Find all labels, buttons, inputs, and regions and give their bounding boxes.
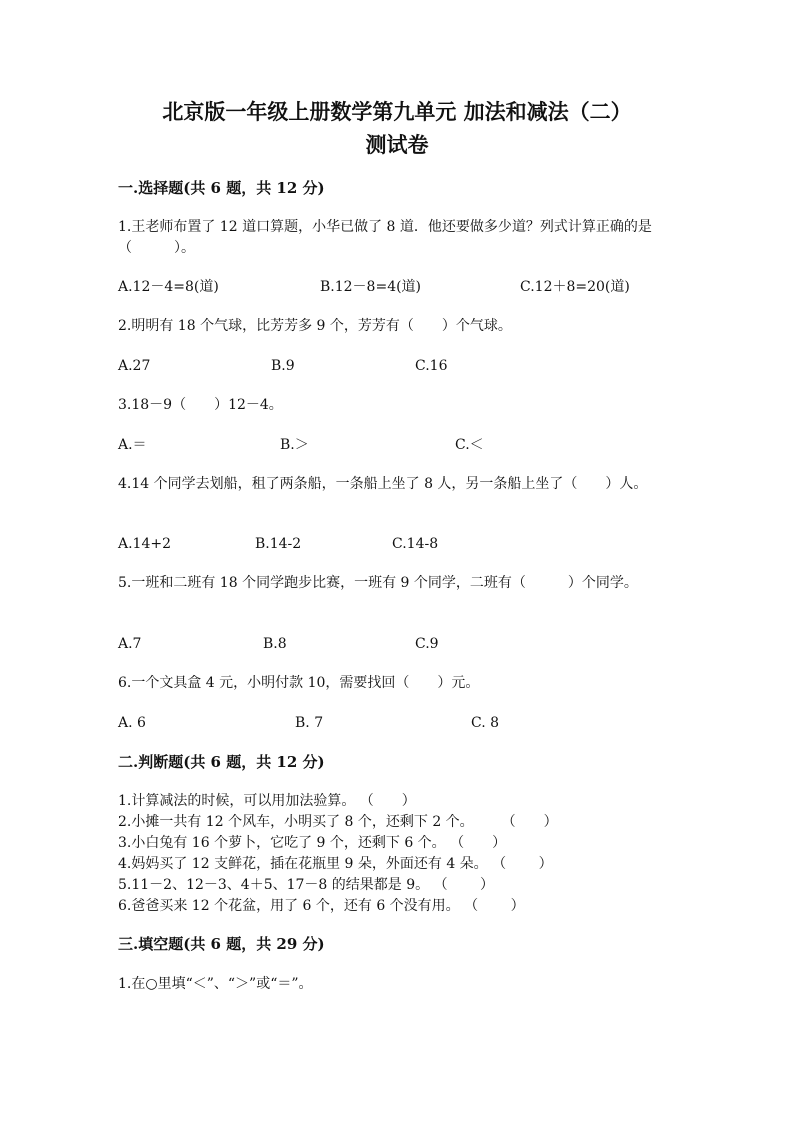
section-heading-choice: 一.选择题(共 6 题，共 12 分) — [118, 179, 325, 197]
option-c[interactable]: C.16 — [415, 358, 448, 374]
section-heading-fill-in: 三.填空题(共 6 题，共 29 分) — [118, 935, 325, 953]
worksheet-subtitle: 测试卷 — [365, 132, 429, 157]
options-row — [118, 713, 698, 733]
option-b[interactable]: B.14-2 — [255, 536, 302, 552]
question-text: 1.王老师布置了 12 道口算题，小华已做了 8 道．他还要做多少道？列式计算正确的是（ ）。 — [118, 219, 652, 256]
option-a[interactable]: A.＝ — [118, 437, 147, 453]
options-row — [118, 634, 698, 654]
judgment-item: 1.计算减法的时候，可以用加法验算。 （ ） — [118, 793, 416, 809]
question-text: 3.18－9（ ）12－4。 — [118, 397, 283, 413]
judgment-item: 6.爸爸买来 12 个花盆，用了 6 个，还有 6 个没有用。 （ ） — [118, 898, 525, 914]
option-c[interactable]: C.＜ — [455, 437, 484, 453]
option-b[interactable]: B.＞ — [280, 437, 309, 453]
options-row — [118, 356, 698, 376]
worksheet-title: 北京版一年级上册数学第九单元 加法和减法（二） — [162, 99, 632, 124]
option-b[interactable]: B. 7 — [295, 715, 324, 731]
options-row — [118, 435, 698, 455]
judgment-item: 2.小摊一共有 12 个风车，小明买了 8 个，还剩下 2 个。 （ ） — [118, 814, 558, 830]
option-a[interactable]: A. 6 — [118, 715, 146, 731]
option-c[interactable]: C. 8 — [471, 715, 500, 731]
option-b[interactable]: B.9 — [271, 358, 295, 374]
options-row — [118, 534, 698, 554]
judgment-item: 5.11－2、12－3、4＋5、17－8 的结果都是 9。 （ ） — [118, 877, 495, 893]
question-text: 5.一班和二班有 18 个同学跑步比赛，一班有 9 个同学，二班有（ ）个同学。 — [118, 575, 638, 591]
judgment-item: 3.小白兔有 16 个萝卜，它吃了 9 个，还剩下 6 个。 （ ） — [118, 835, 507, 851]
judgment-item: 4.妈妈买了 12 支鲜花，插在花瓶里 9 朵，外面还有 4 朵。 （ ） — [118, 856, 553, 872]
question-text: 2.明明有 18 个气球，比芳芳多 9 个，芳芳有（ ）个气球。 — [118, 318, 512, 334]
option-a[interactable]: A.12－4=8(道) — [118, 279, 219, 295]
option-c[interactable]: C.12＋8=20(道) — [520, 279, 630, 295]
option-a[interactable]: A.7 — [118, 636, 142, 652]
section-heading-judgment: 二.判断题(共 6 题，共 12 分) — [118, 753, 325, 771]
option-a[interactable]: A.27 — [118, 358, 151, 374]
option-b[interactable]: B.8 — [263, 636, 287, 652]
question-text: 4.14 个同学去划船，租了两条船，一条船上坐了 8 人，另一条船上坐了（ ）人。 — [118, 476, 648, 492]
question-text: 6.一个文具盒 4 元，小明付款 10，需要找回（ ）元。 — [118, 675, 480, 691]
options-row — [118, 277, 698, 297]
fill-in-item: 1.在○里填“＜”、“＞”或“＝”。 — [118, 976, 313, 992]
option-c[interactable]: C.14-8 — [392, 536, 439, 552]
option-b[interactable]: B.12－8=4(道) — [320, 279, 422, 295]
option-a[interactable]: A.14+2 — [118, 536, 172, 552]
option-c[interactable]: C.9 — [415, 636, 439, 652]
